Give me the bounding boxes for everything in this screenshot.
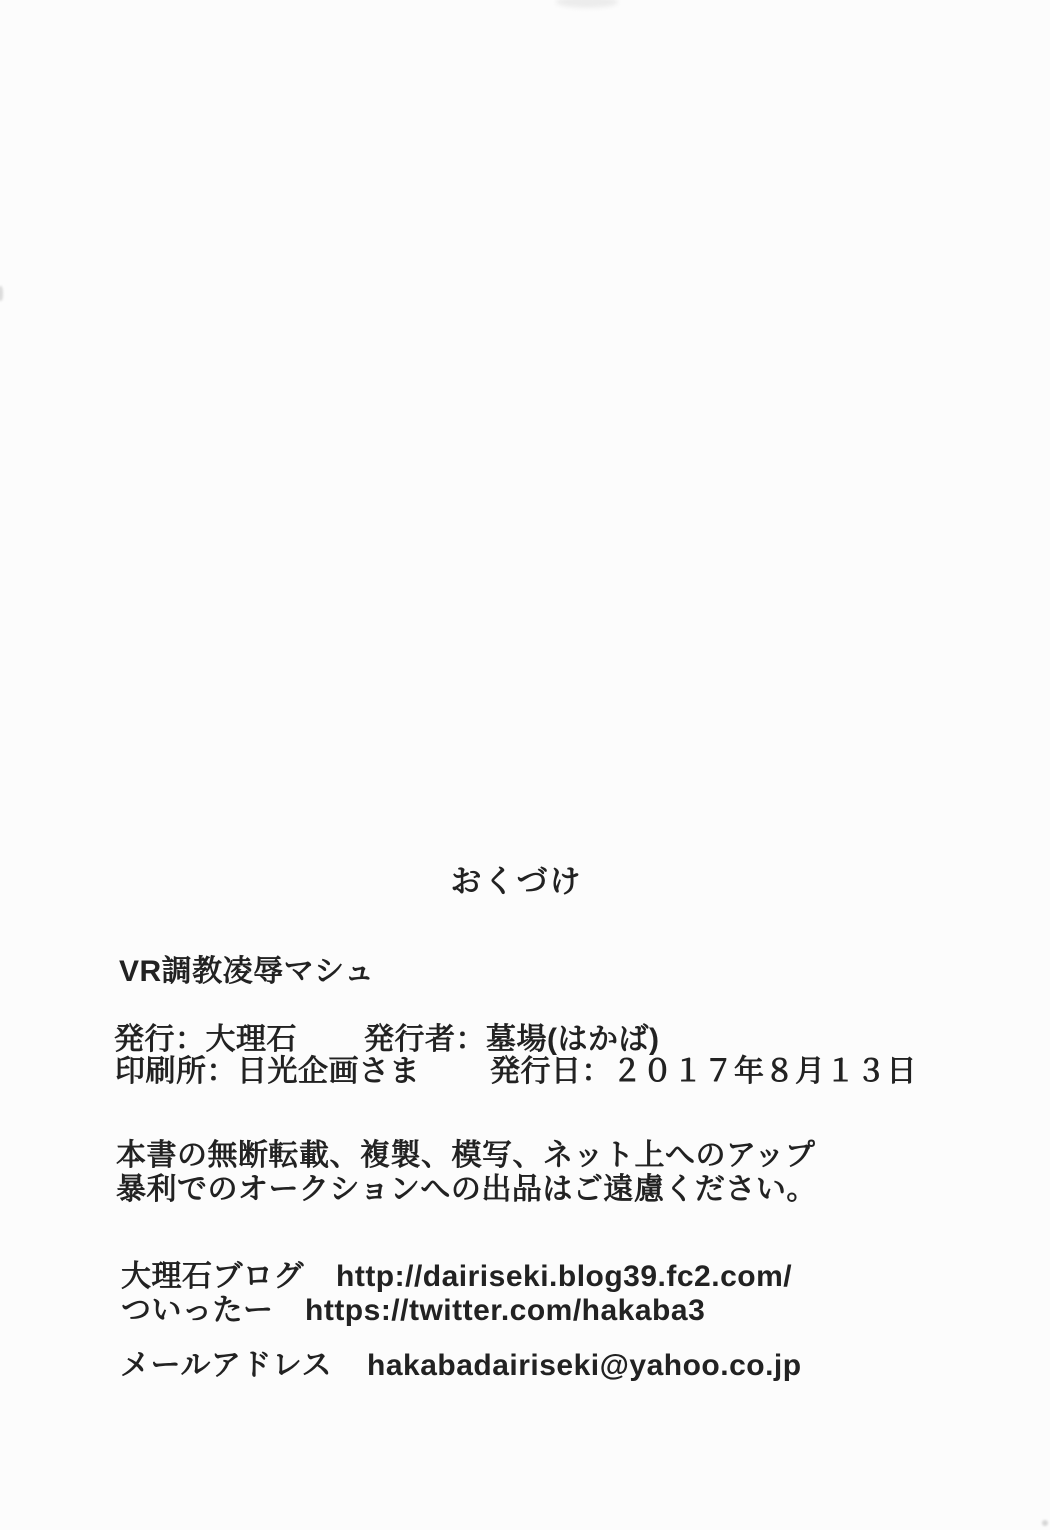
blog-label: 大理石ブログ (121, 1260, 304, 1293)
blog-url: http://dairiseki.blog39.fc2.com/ (336, 1260, 793, 1293)
email-label: メールアドレス (120, 1349, 332, 1382)
publisher-label: 発行：大理石 (114, 1023, 297, 1056)
book-title: VR調教凌辱マシュ (119, 955, 375, 988)
publication-date-label: 発行日：２０１７年８月１３日 (490, 1055, 917, 1088)
twitter-url: https://twitter.com/hakaba3 (305, 1294, 706, 1327)
printer-line (115, 1055, 917, 1088)
scan-smudge-top (556, 0, 618, 8)
scan-smudge-left-edge (0, 286, 3, 301)
printer-label: 印刷所：日光企画さま (115, 1055, 420, 1088)
twitter-line (121, 1294, 706, 1327)
notice-line-1: 本書の無断転載、複製、模写、ネット上へのアップ (116, 1139, 816, 1172)
author-label: 発行者：墓場(はかば) (364, 1023, 660, 1056)
scan-smudge-bottom-right (1042, 1520, 1048, 1526)
blog-line (121, 1260, 793, 1293)
email-line (120, 1349, 802, 1382)
twitter-label: ついったー (121, 1294, 274, 1327)
notice-line-2: 暴利でのオークションへの出品はご遠慮ください。 (116, 1173, 817, 1206)
publisher-line (114, 1023, 660, 1056)
email-address: hakabadairiseki@yahoo.co.jp (367, 1349, 802, 1382)
colophon-title: おくづけ (450, 864, 583, 899)
